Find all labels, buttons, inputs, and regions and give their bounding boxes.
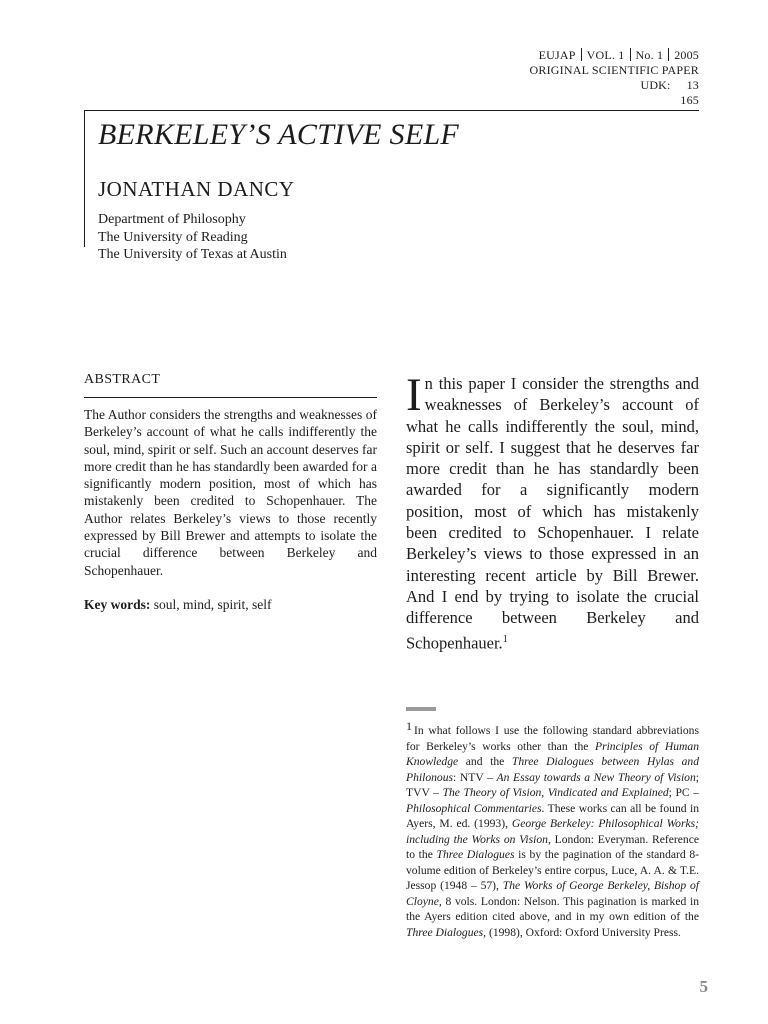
journal-number: No. 1 <box>635 48 664 62</box>
footnote-text: . These works can all be found in Ayers, M. ed. (1993), <box>406 801 699 830</box>
title-frame-top-rule <box>84 110 699 111</box>
footnote <box>406 719 699 940</box>
footnote-text: ; PC – <box>668 786 699 799</box>
footnote-italic: The Theory of Vision, Vindicated and Explained <box>442 786 669 799</box>
footnote-text: , London: Everyman. Reference to the <box>406 832 699 861</box>
footnote-italic: The Works of George Berkeley, Bishop of Cloyne, <box>406 879 699 908</box>
journal-volume: VOL. 1 <box>586 48 625 62</box>
footnote-rule <box>406 707 436 711</box>
abstract-rule <box>84 397 377 398</box>
paper-title: BERKELEY’S ACTIVE SELF <box>98 118 460 151</box>
affiliation-line: The University of Texas at Austin <box>98 247 287 262</box>
abstract-heading: ABSTRACT <box>84 372 161 387</box>
paper-type: ORIGINAL SCIENTIFIC PAPER <box>529 63 699 77</box>
journal-header <box>379 48 699 108</box>
footnote-italic: Three Dialogues, <box>406 925 487 939</box>
footnote-italic: George Berkeley: Philosophical Works; including the Works on Vision <box>406 817 700 846</box>
footnote-italic: Three Dialogues between Hylas and Philonous <box>406 755 699 784</box>
keywords-list: soul, mind, spirit, self <box>153 597 272 612</box>
intro-paragraph <box>406 369 699 653</box>
abstract-body: The Author considers the strengths and weaknesses of Berkeley’s account of what he calls indifferently the soul, mind, spirit or self. Such an account deserves far more credit than he has standardly been awarded for a significantly modern position, most of which has mistakenly been credited to Schopenhauer. The Author relates Berkeley’s views to those recently expressed by Bill Brewer and attempts to isolate the crucial difference between Berkeley and Schopenhauer. <box>84 407 377 578</box>
author-name: JONATHAN DANCY <box>98 177 295 201</box>
journal-year: 2005 <box>674 48 699 62</box>
udk-row <box>379 78 699 93</box>
title-frame-left-rule <box>84 110 85 247</box>
page-number: 5 <box>699 977 708 996</box>
drop-cap: I <box>406 369 422 421</box>
separator <box>630 48 631 61</box>
keywords-label: Key words: <box>84 597 151 612</box>
footnote-text: In what follows I use the following standard abbreviations for Berkeley’s works other than the <box>406 724 699 753</box>
separator <box>668 48 669 61</box>
footnote-italic: Philosophical Commentaries <box>406 801 542 815</box>
separator <box>581 48 582 61</box>
footnote-text: and the <box>458 755 512 768</box>
footnote-text: 8 vols. London: Nelson. This pagination is marked in the Ayers edition cited above, and in my own edition of the <box>406 894 699 923</box>
udk-value: 13 <box>686 78 699 92</box>
footnote-text: (1998), Oxford: Oxford University Press. <box>486 925 681 939</box>
footnote-text: ; TVV – <box>406 770 699 799</box>
footnote-italic: Principles of Human Knowledge <box>406 739 699 768</box>
affiliation-line: Department of Philosophy <box>98 212 246 227</box>
footnote-italic: Three Dialogues <box>436 848 515 861</box>
intro-text: n this paper I consider the strengths and weaknesses of Berkeley’s account of what he calls indifferently the soul, mind, spirit or self. I suggest that he deserves far more credit than he has standardly been awarded for a significantly modern position, most of which has mistakenly been credited to Schopenhauer. I relate Berkeley’s views to those expressed in an interesting recent article by Bill Brewer. And I end by trying to isolate the crucial difference between Berkeley and Schopenhauer. <box>406 374 699 653</box>
journal-name: EUJAP <box>538 48 576 62</box>
footnote-text: : NTV – <box>453 770 497 784</box>
keywords <box>84 597 272 613</box>
affiliations <box>98 211 287 264</box>
footnote-reference[interactable]: 1 <box>502 633 508 645</box>
footnote-italic: An Essay towards a New Theory of Vision <box>496 770 696 784</box>
footnote-number: 1 <box>406 719 412 733</box>
footnote-text: is by the pagination of the standard 8-volume edition of Berkeley’s entire corpus, Luce, A. A. & T.E. Jessop (1948 – 57), <box>406 848 700 892</box>
affiliation-line: The University of Reading <box>98 229 248 245</box>
udk-value-2: 165 <box>680 93 699 107</box>
journal-issue-line <box>379 48 699 63</box>
udk-label: UDK: <box>640 78 671 92</box>
